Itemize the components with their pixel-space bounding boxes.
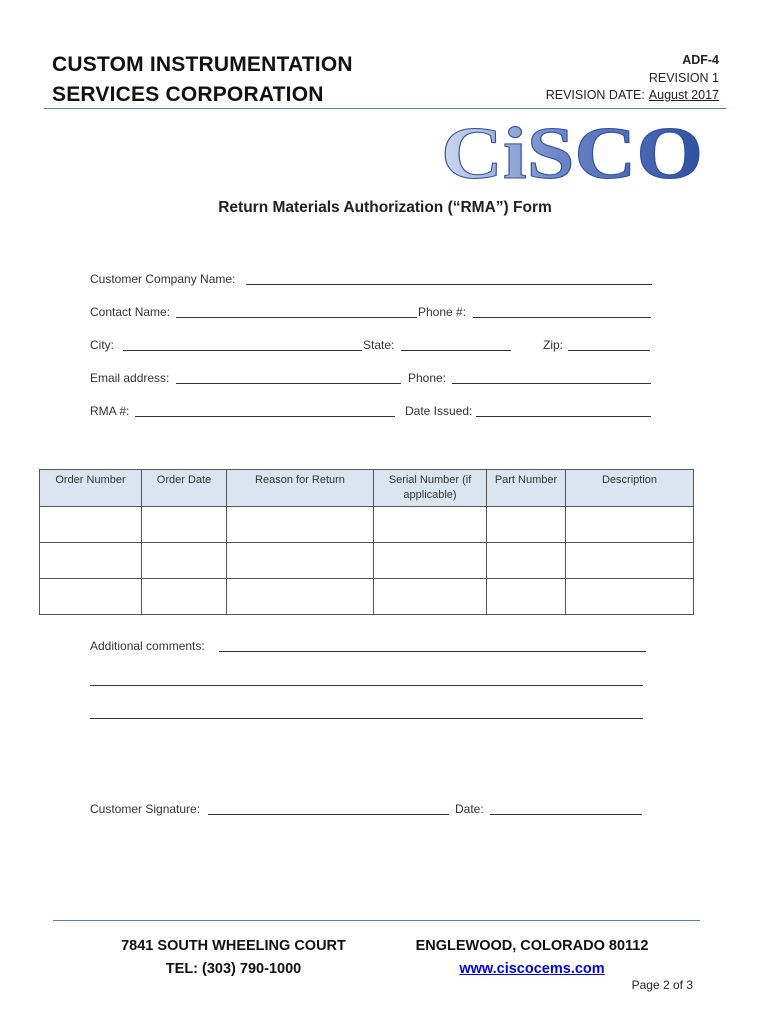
table-cell[interactable] — [487, 579, 566, 615]
table-cell[interactable] — [566, 507, 694, 543]
table-cell[interactable] — [40, 507, 142, 543]
additional-comments-input[interactable] — [219, 639, 646, 655]
revision-number: REVISION 1 — [648, 70, 719, 85]
customer-signature-label: Customer Signature: — [90, 802, 201, 816]
table-cell[interactable] — [374, 543, 487, 579]
date-issued-input[interactable] — [476, 404, 651, 420]
phone-input[interactable] — [473, 305, 651, 321]
date-issued-label: Date Issued: — [405, 404, 473, 418]
email-label: Email address: — [90, 371, 170, 385]
table-cell[interactable] — [374, 507, 487, 543]
table-cell[interactable] — [227, 543, 374, 579]
table-cell[interactable] — [142, 507, 227, 543]
table-row — [40, 543, 694, 579]
footer-city-state-zip: ENGLEWOOD, COLORADO 80112 — [415, 938, 649, 954]
col-description: Description — [566, 470, 694, 507]
document-id-block — [546, 52, 719, 105]
table-cell[interactable] — [566, 543, 694, 579]
field-contact-row — [90, 305, 650, 323]
table-cell[interactable] — [227, 579, 374, 615]
table-cell[interactable] — [40, 579, 142, 615]
return-items-table — [39, 469, 694, 615]
revision-date-value: August 2017 — [648, 88, 719, 102]
table-cell[interactable] — [227, 507, 374, 543]
table-cell[interactable] — [566, 579, 694, 615]
table-cell[interactable] — [40, 543, 142, 579]
zip-input[interactable] — [568, 338, 650, 354]
customer-company-input[interactable] — [246, 272, 652, 288]
company-name-line1: CUSTOM INSTRUMENTATION — [52, 53, 353, 76]
company-name-line2: SERVICES CORPORATION — [52, 83, 324, 106]
zip-label: Zip: — [543, 338, 564, 352]
phone-label: Phone #: — [418, 305, 467, 319]
additional-comments-label: Additional comments: — [90, 639, 205, 653]
col-order-date: Order Date — [142, 470, 227, 507]
city-input[interactable] — [123, 338, 362, 354]
revision-date-label: REVISION DATE: — [545, 88, 645, 102]
logo-graphic — [435, 116, 710, 184]
table-header-row — [40, 470, 694, 507]
signature-date-label: Date: — [455, 802, 484, 816]
rma-input[interactable] — [135, 404, 395, 420]
phone2-input[interactable] — [452, 371, 651, 387]
table-row — [40, 579, 694, 615]
revision-date — [546, 87, 719, 105]
logo-text: CiSCO — [441, 116, 703, 184]
customer-company-label: Customer Company Name: — [90, 272, 236, 286]
table-cell[interactable] — [487, 543, 566, 579]
footer-telephone: TEL: (303) 790-1000 — [165, 961, 302, 977]
email-input[interactable] — [176, 371, 401, 387]
state-input[interactable] — [401, 338, 511, 354]
rma-label: RMA #: — [90, 404, 130, 418]
table-cell[interactable] — [487, 507, 566, 543]
footer-street-address: 7841 SOUTH WHEELING COURT — [121, 938, 346, 954]
company-logo — [435, 116, 710, 189]
field-customer-company — [90, 272, 650, 290]
field-signature-row — [90, 802, 650, 820]
table-row — [40, 507, 694, 543]
footer-address-block — [0, 935, 467, 981]
comments-line-3[interactable] — [90, 706, 650, 724]
company-name — [52, 50, 353, 110]
city-label: City: — [90, 338, 114, 352]
col-part-number: Part Number — [487, 470, 566, 507]
header-divider — [44, 108, 726, 109]
document-code: ADF-4 — [682, 53, 719, 67]
footer-divider — [53, 920, 700, 921]
state-label: State: — [363, 338, 395, 352]
contact-name-label: Contact Name: — [90, 305, 171, 319]
col-reason-for-return: Reason for Return — [227, 470, 374, 507]
footer-city-block — [398, 935, 666, 981]
field-rma-row — [90, 404, 650, 422]
website-link[interactable]: www.ciscocems.com — [459, 961, 605, 977]
table-cell[interactable] — [142, 579, 227, 615]
customer-signature-input[interactable] — [208, 802, 449, 818]
field-additional-comments — [90, 639, 650, 657]
table-cell[interactable] — [142, 543, 227, 579]
field-email-row — [90, 371, 650, 389]
page-number: Page 2 of 3 — [631, 978, 693, 992]
table-cell[interactable] — [374, 579, 487, 615]
form-title: Return Materials Authorization (“RMA”) Form — [218, 199, 552, 216]
field-location-row — [90, 338, 650, 356]
phone2-label: Phone: — [408, 371, 447, 385]
comments-line-2[interactable] — [90, 673, 650, 691]
contact-name-input[interactable] — [176, 305, 417, 321]
col-serial-number: Serial Number (if applicable) — [374, 470, 487, 507]
col-order-number: Order Number — [40, 470, 142, 507]
signature-date-input[interactable] — [490, 802, 642, 818]
